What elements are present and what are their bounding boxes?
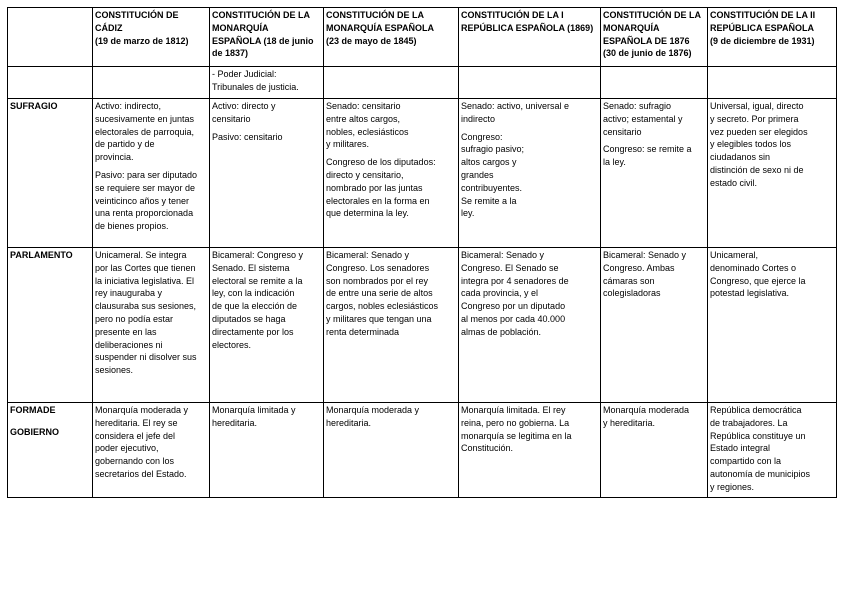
text-line: Monarquía limitada y — [212, 405, 296, 415]
parlamento-1869 — [459, 248, 601, 403]
text-line: Congreso. Ambas — [603, 262, 675, 273]
text-line: CONSTITUCIÓN DE LA II — [710, 10, 816, 20]
sub-1869 — [459, 67, 601, 99]
gobierno-row — [8, 403, 837, 498]
text-line: indirecto — [461, 113, 496, 124]
text-line: Monarquía moderada y — [95, 405, 189, 415]
text-line: distinción de sexo ni de — [710, 164, 804, 175]
text-line: gobernando con los — [95, 456, 175, 467]
sufragio-cadiz-activo — [95, 100, 207, 164]
text-line: la ley. — [603, 157, 626, 168]
text-line: Bicameral: Senado y — [461, 250, 545, 260]
text-line: se requiere ser mayor de — [95, 182, 196, 193]
header-cadiz — [93, 8, 210, 67]
text-line: hereditaria. — [212, 417, 258, 428]
text-line: hereditaria. — [326, 417, 372, 428]
text-line: Se remite a la — [461, 195, 517, 206]
sub-1837 — [210, 67, 324, 99]
row-label-gobierno — [8, 403, 93, 498]
sufragio-1876 — [601, 99, 708, 248]
gobierno-1837 — [210, 403, 324, 498]
text-line: considera el jefe del — [95, 430, 176, 441]
text-line: Pasivo: censitario — [212, 131, 283, 142]
sufragio-1845-senado — [326, 100, 456, 151]
text-line: rey inauguraba y — [95, 288, 163, 299]
sub-1845 — [324, 67, 459, 99]
row-label-parlamento: PARLAMENTO — [8, 248, 93, 403]
text-line: Congreso: — [461, 131, 503, 142]
text-line: Monarquía moderada — [603, 405, 690, 415]
text-line: CONSTITUCIÓN DE LA — [326, 10, 424, 20]
text-line: - Poder Judicial: — [212, 69, 277, 79]
text-line: Tribunales de justicia. — [212, 81, 299, 92]
text-line: Congreso. El Senado se — [461, 262, 559, 273]
text-line: sesiones. — [95, 365, 134, 376]
text-line: Monarquía moderada y — [326, 405, 420, 415]
text-line: que determina la ley. — [326, 208, 409, 219]
text-line: y regiones. — [710, 481, 755, 492]
text-line: de entre una serie de altos — [326, 288, 433, 299]
text-line: potestad legislativa. — [710, 288, 790, 299]
constitutions-comparison-table — [7, 7, 837, 498]
gobierno-1931 — [708, 403, 837, 498]
text-line: suspender ni disolver sus — [95, 352, 197, 363]
sufragio-row — [8, 99, 837, 248]
text-line: Bicameral: Senado y — [603, 250, 687, 260]
text-line: (19 de marzo de 1812) — [95, 35, 189, 46]
text-line: Bicameral: Senado y — [326, 250, 410, 260]
text-line: cámaras son — [603, 275, 655, 286]
gobierno-1869 — [459, 403, 601, 498]
text-line: integra por 4 senadores de — [461, 275, 569, 286]
text-line: contribuyentes. — [461, 182, 523, 193]
sufragio-1837 — [210, 99, 324, 248]
text-line: al menos por cada 40.000 — [461, 313, 566, 324]
text-line: cada provincia, y el — [461, 288, 539, 299]
text-line: la iniciativa legislativa. El — [95, 275, 195, 286]
text-line: ley, con la indicación — [212, 288, 295, 299]
text-line: sufragio pasivo; — [461, 144, 525, 155]
sufragio-1837-pasivo — [212, 131, 321, 144]
text-line: CONSTITUCIÓN DE — [95, 10, 179, 20]
text-line: y elegibles todos los — [710, 139, 792, 150]
header-1931 — [708, 8, 837, 67]
text-line: censitario — [603, 126, 642, 137]
text-line: MONARQUÍA — [603, 22, 660, 33]
parlamento-1837 — [210, 248, 324, 403]
sufragio-1869 — [459, 99, 601, 248]
text-line: denominado Cortes o — [710, 262, 797, 273]
text-line: altos cargos y — [461, 157, 517, 168]
text-line: Congreso. Los senadores — [326, 262, 430, 273]
text-line: República constituye un — [710, 430, 806, 441]
parlamento-row — [8, 248, 837, 403]
text-line: grandes — [461, 169, 494, 180]
gobierno-cadiz — [93, 403, 210, 498]
text-line: (30 de junio de 1876) — [603, 48, 692, 59]
text-line: ESPAÑOLA (18 de junio — [212, 35, 314, 46]
text-line: nombrado por las juntas — [326, 182, 423, 193]
parlamento-1931 — [708, 248, 837, 403]
text-line: veinticinco años y tener — [95, 195, 190, 206]
text-line: de bienes propios. — [95, 221, 169, 232]
text-line: Congreso de los diputados: — [326, 157, 436, 168]
text-line: electores. — [212, 339, 252, 350]
text-line: reina, pero no gobierna. La — [461, 417, 570, 428]
text-line: directamente por los — [212, 326, 294, 337]
header-1845 — [324, 8, 459, 67]
text-line: Senado: sufragio — [603, 101, 672, 111]
row-label-gobierno-line1: FORMADE — [10, 405, 56, 415]
parlamento-cadiz — [93, 248, 210, 403]
text-line: provincia. — [95, 152, 134, 163]
text-line: ciudadanos sin — [710, 152, 771, 163]
text-line: Monarquía limitada. El rey — [461, 405, 566, 415]
sub-cadiz — [93, 67, 210, 99]
text-line: hereditaria. El rey se — [95, 417, 178, 428]
text-line: y hereditaria. — [603, 417, 656, 428]
text-line: cargos, nobles eclesiásticos — [326, 301, 439, 312]
sufragio-1869-senado — [461, 100, 598, 126]
text-line: por las Cortes que tienen — [95, 262, 196, 273]
sufragio-1845-congreso — [326, 156, 456, 220]
sub-1876 — [601, 67, 708, 99]
text-line: (9 de diciembre de 1931) — [710, 35, 815, 46]
sub-1931 — [708, 67, 837, 99]
text-line: de que la elección de — [212, 301, 298, 312]
text-line: son nombrados por el rey — [326, 275, 429, 286]
text-line: directo y censitario, — [326, 169, 404, 180]
text-line: sucesivamente en juntas — [95, 113, 195, 124]
text-line: y militares. — [326, 139, 370, 150]
text-line: una renta proporcionada — [95, 208, 194, 219]
sub-row-label-cell — [8, 67, 93, 99]
text-line: Constitución. — [461, 443, 514, 454]
corner-cell — [8, 8, 93, 67]
row-label-sufragio: SUFRAGIO — [8, 99, 93, 248]
text-line: Congreso: se remite a — [603, 144, 692, 155]
text-line: Unicameral. Se integra — [95, 250, 187, 260]
text-line: diputados se haga — [212, 313, 286, 324]
text-line: Activo: indirecto, — [95, 101, 162, 111]
text-line: de 1837) — [212, 48, 249, 59]
sufragio-1876-congreso — [603, 143, 705, 169]
header-1837 — [210, 8, 324, 67]
sufragio-1869-congreso — [461, 131, 598, 221]
sufragio-1931-text — [710, 100, 834, 190]
text-line: CONSTITUCIÓN DE LA I — [461, 10, 564, 20]
text-line: electorales en la forma en — [326, 195, 430, 206]
text-line: Congreso por un diputado — [461, 301, 566, 312]
text-line: monarquía se legitima en la — [461, 430, 572, 441]
gobierno-1845 — [324, 403, 459, 498]
text-line: nobles, eclesiásticos — [326, 126, 409, 137]
text-line: y secreto. Por primera — [710, 113, 799, 124]
text-line: (23 de mayo de 1845) — [326, 35, 417, 46]
sufragio-1845 — [324, 99, 459, 248]
text-line: de trabajadores. La — [710, 417, 788, 428]
parlamento-1845 — [324, 248, 459, 403]
text-line: poder ejecutivo, — [95, 443, 159, 454]
text-line: almas de población. — [461, 326, 542, 337]
text-line: compartido con la — [710, 456, 782, 467]
sufragio-cadiz-pasivo — [95, 169, 207, 233]
text-line: República democrática — [710, 405, 802, 415]
text-line: Activo: directo y — [212, 101, 276, 111]
text-line: Congreso, que ejerce la — [710, 275, 806, 286]
text-line: deliberaciones ni — [95, 339, 163, 350]
text-line: MONARQUÍA ESPAÑOLA — [326, 22, 434, 33]
text-line: secretarios del Estado. — [95, 468, 187, 479]
row-label-gobierno-line2: GOBIERNO — [10, 426, 60, 437]
text-line: CÁDIZ — [95, 22, 123, 33]
header-1876 — [601, 8, 708, 67]
sufragio-cadiz — [93, 99, 210, 248]
text-line: activo; estamental y — [603, 113, 683, 124]
text-line: y militares que tengan una — [326, 313, 432, 324]
sufragio-1931 — [708, 99, 837, 248]
sufragio-1876-senado — [603, 100, 705, 138]
text-line: presente en las — [95, 326, 157, 337]
text-line: Bicameral: Congreso y — [212, 250, 304, 260]
text-line: censitario — [212, 113, 251, 124]
text-line: ESPAÑOLA DE 1876 — [603, 35, 690, 46]
text-line: renta determinada — [326, 326, 400, 337]
text-line: Senado. El sistema — [212, 262, 290, 273]
text-line: estado civil. — [710, 177, 758, 188]
text-line: ley. — [461, 208, 475, 219]
text-line: de partido y de — [95, 139, 155, 150]
text-line: Senado: censitario — [326, 101, 401, 111]
text-line: electorales de parroquia, — [95, 126, 195, 137]
header-row — [8, 8, 837, 67]
text-line: vez pueden ser elegidos — [710, 126, 808, 137]
text-line: Senado: activo, universal e — [461, 101, 570, 111]
sufragio-1837-activo — [212, 100, 321, 126]
text-line: clausuraba sus sesiones, — [95, 301, 197, 312]
text-line: Universal, igual, directo — [710, 101, 804, 111]
text-line: MONARQUÍA — [212, 22, 269, 33]
text-line: colegisladoras — [603, 288, 661, 299]
text-line: CONSTITUCIÓN DE LA — [603, 10, 701, 20]
text-line: REPÚBLICA ESPAÑOLA (1869) — [461, 22, 594, 33]
text-line: entre altos cargos, — [326, 113, 401, 124]
text-line: Unicameral, — [710, 250, 759, 260]
parlamento-1876 — [601, 248, 708, 403]
header-1869 — [459, 8, 601, 67]
text-line: electoral se remite a la — [212, 275, 303, 286]
gobierno-1876 — [601, 403, 708, 498]
text-line: CONSTITUCIÓN DE LA — [212, 10, 310, 20]
text-line: Pasivo: para ser diputado — [95, 169, 198, 180]
text-line: Estado integral — [710, 443, 771, 454]
text-line: autonomía de municipios — [710, 468, 811, 479]
text-line: pero no podía estar — [95, 313, 174, 324]
text-line: REPÚBLICA ESPAÑOLA — [710, 22, 815, 33]
sub-row — [8, 67, 837, 99]
